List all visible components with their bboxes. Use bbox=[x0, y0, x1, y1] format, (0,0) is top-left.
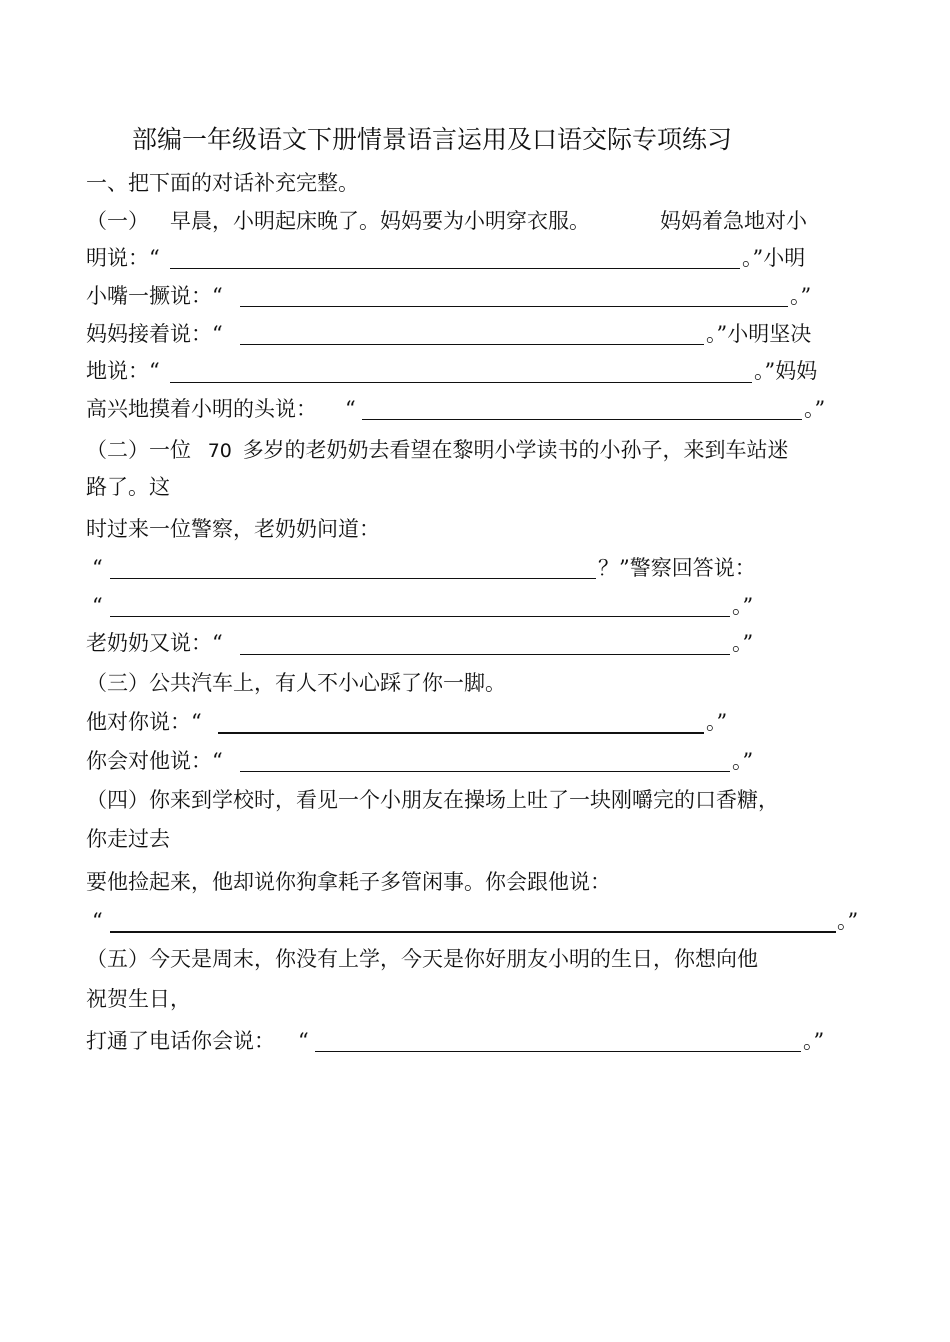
q1-answer-blank-4[interactable] bbox=[170, 382, 752, 383]
q1-answer-blank-2[interactable] bbox=[240, 306, 788, 307]
q2-line4-open-quote: “ bbox=[92, 556, 103, 580]
q1-line6-prefix: 高兴地摸着小明的头说： bbox=[86, 397, 317, 421]
q5-prompt: 打通了电话你会说： bbox=[86, 1029, 275, 1053]
q1-line3-prefix: 小嘴一撅说：“ bbox=[86, 284, 223, 308]
q2-line1 bbox=[86, 437, 789, 464]
q1-line3-suffix: 。” bbox=[790, 284, 812, 308]
q2-line3: 时过来一位警察，老奶奶问道： bbox=[86, 517, 380, 541]
q2-line6-prefix: 老奶奶又说：“ bbox=[86, 631, 223, 655]
q2-scenario: 多岁的老奶奶去看望在黎明小学读书的小孙子，来到车站迷 bbox=[242, 438, 789, 462]
q1-line2-prefix: 明说：“ bbox=[86, 246, 160, 270]
q3-line3-suffix: 。” bbox=[732, 749, 754, 773]
q4-scenario-cont: 你走过去 bbox=[86, 827, 170, 851]
q2-line4-suffix: ？”警察回答说： bbox=[598, 556, 756, 580]
q4-prompt: 要他捡起来，他却说你狗拿耗子多管闲事。你会跟他说： bbox=[86, 870, 611, 894]
q1-line6-suffix: 。” bbox=[804, 397, 826, 421]
q1-line2-suffix: 。”小明 bbox=[742, 246, 806, 270]
q2-age-number: 70 bbox=[207, 440, 232, 462]
q1-scenario-cont: 妈妈着急地对小 bbox=[660, 209, 807, 233]
q1-answer-blank-3[interactable] bbox=[240, 344, 704, 345]
q2-answer-blank-2[interactable] bbox=[110, 616, 730, 617]
q2-answer-blank-3[interactable] bbox=[240, 654, 730, 655]
q5-scenario-cont: 祝贺生日， bbox=[86, 987, 191, 1011]
q1-answer-blank-1[interactable] bbox=[170, 268, 740, 269]
q3-answer-blank-1[interactable] bbox=[218, 732, 704, 734]
q2-intro: （二）一位 bbox=[86, 438, 191, 462]
q3-answer-blank-2[interactable] bbox=[240, 771, 730, 772]
q2-line6-suffix: 。” bbox=[732, 631, 754, 655]
q1-line4-prefix: 妈妈接着说：“ bbox=[86, 322, 223, 346]
section-heading: 一、把下面的对话补充完整。 bbox=[86, 171, 359, 195]
q1-line6-open-quote: “ bbox=[345, 397, 356, 421]
q2-line5-open-quote: “ bbox=[92, 594, 103, 618]
q4-open-quote: “ bbox=[92, 909, 103, 933]
q1-number: （一） bbox=[86, 209, 149, 233]
page-title: 部编一年级语文下册情景语言运用及口语交际专项练习 bbox=[132, 125, 733, 154]
q1-scenario: 早晨，小明起床晚了。妈妈要为小明穿衣服。 bbox=[170, 209, 590, 233]
q3-scenario: （三）公共汽车上，有人不小心踩了你一脚。 bbox=[86, 671, 506, 695]
q1-answer-blank-5[interactable] bbox=[362, 419, 802, 420]
q4-suffix: 。” bbox=[837, 909, 859, 933]
q4-answer-blank[interactable] bbox=[110, 931, 836, 933]
q3-line3-prefix: 你会对他说：“ bbox=[86, 749, 223, 773]
q5-scenario: （五）今天是周末，你没有上学，今天是你好朋友小明的生日，你想向他 bbox=[86, 947, 758, 971]
q2-line5-suffix: 。” bbox=[732, 594, 754, 618]
q4-scenario: （四）你来到学校时，看见一个小朋友在操场上吐了一块刚嚼完的口香糖， bbox=[86, 788, 779, 812]
q5-answer-blank[interactable] bbox=[315, 1051, 801, 1052]
q2-line2: 路了。这 bbox=[86, 475, 170, 499]
q3-line2-suffix: 。” bbox=[706, 710, 728, 734]
q1-line5-suffix: 。”妈妈 bbox=[754, 359, 818, 383]
q5-open-quote: “ bbox=[298, 1029, 309, 1053]
q3-line2-prefix: 他对你说：“ bbox=[86, 710, 202, 734]
q1-line4-suffix: 。”小明坚决 bbox=[706, 322, 812, 346]
q5-suffix: 。” bbox=[803, 1029, 825, 1053]
q1-line5-prefix: 地说：“ bbox=[86, 359, 160, 383]
q2-answer-blank-1[interactable] bbox=[110, 578, 596, 579]
